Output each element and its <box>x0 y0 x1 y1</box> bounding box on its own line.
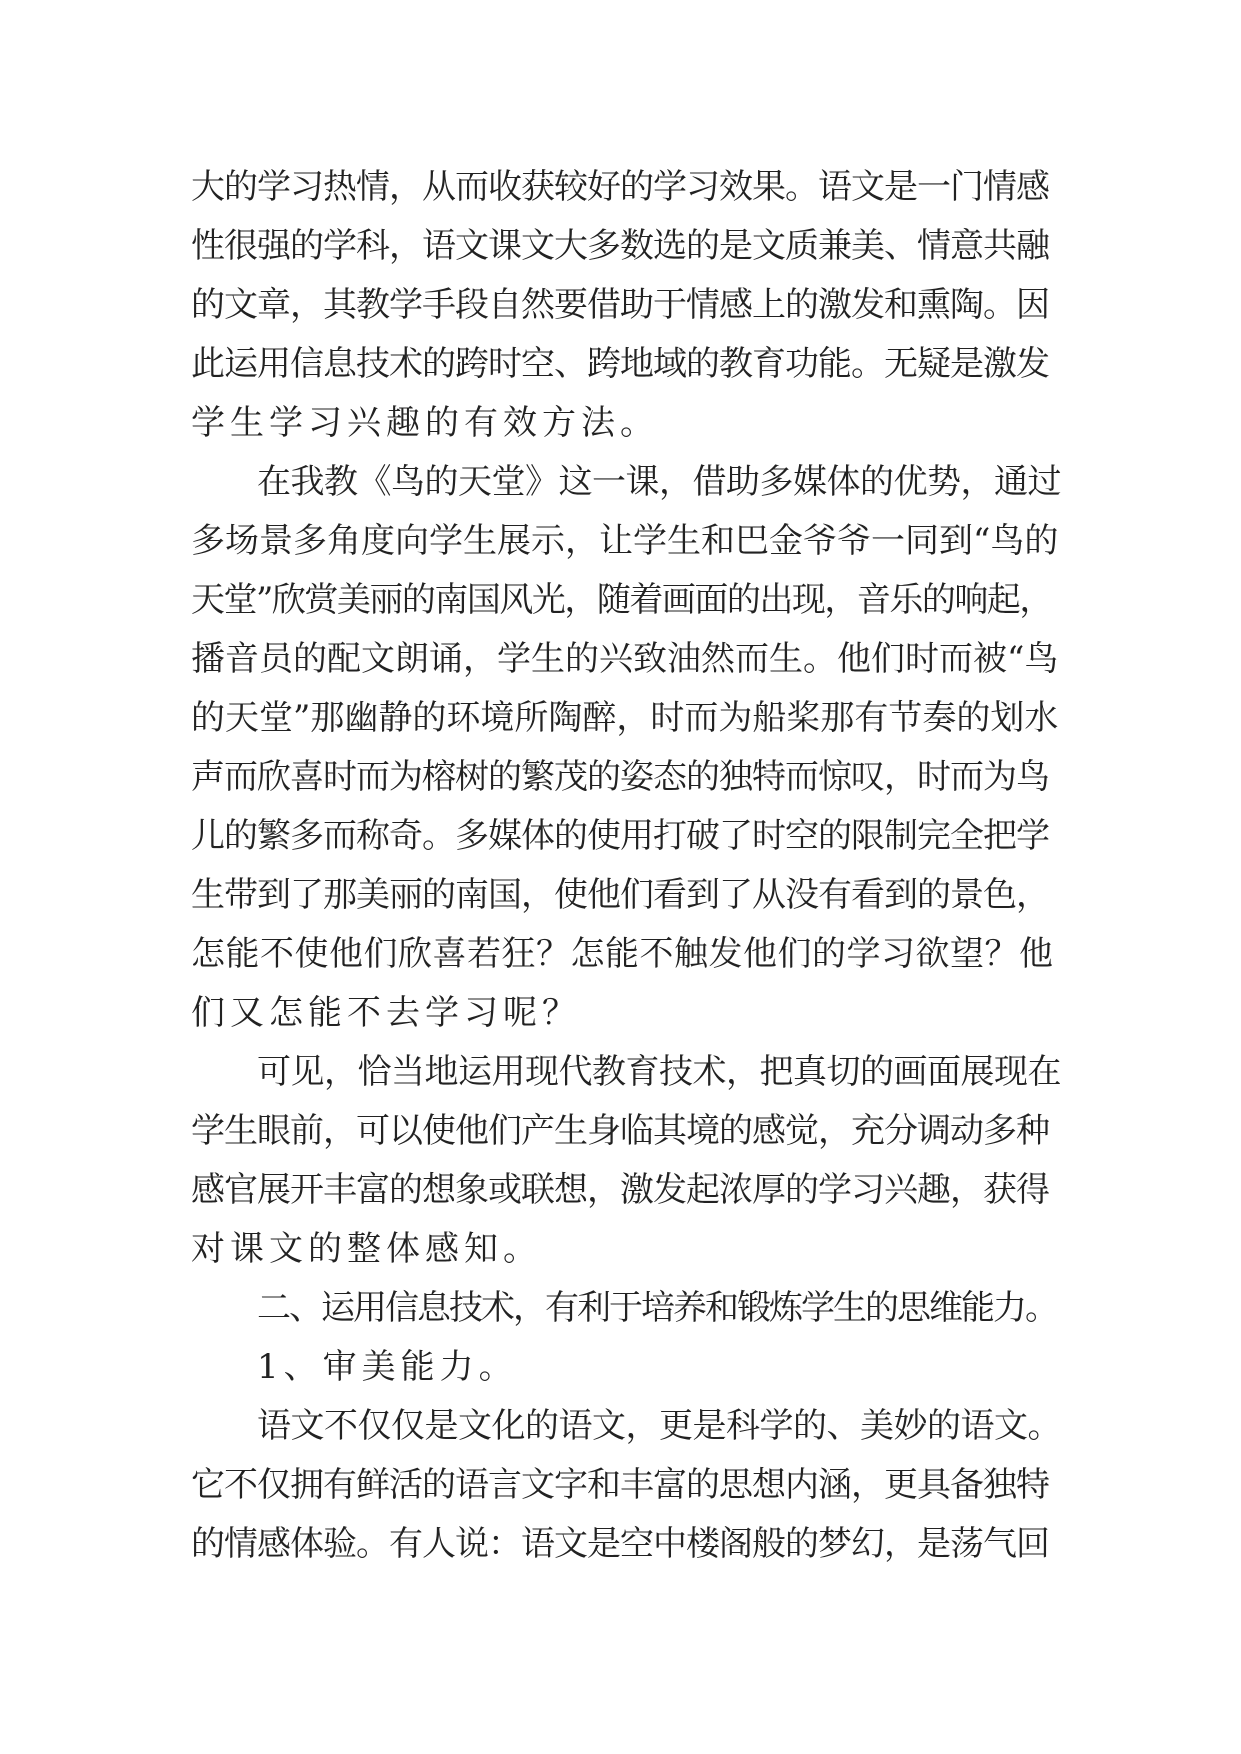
text-line: 的情感体验。有人说：语文是空中楼阁般的梦幻，是荡气回 <box>191 1524 1049 1564</box>
text-line: 怎能不使他们欣喜若狂？怎能不触发他们的学习欲望？他 <box>191 934 1054 974</box>
text-line: 声而欣喜时而为榕树的繁茂的姿态的独特而惊叹，时而为鸟 <box>191 757 1049 797</box>
paragraph-start-line: 语文不仅仅是文化的语文，更是科学的、美妙的语文。 <box>257 1406 1061 1446</box>
text-line: 多场景多角度向学生展示，让学生和巴金爷爷一同到“鸟的 <box>191 521 1059 561</box>
text-line: 天堂”欣赏美丽的南国风光，随着画面的出现，音乐的响起， <box>191 580 1052 620</box>
section-heading: 二、运用信息技术，有利于培养和锻炼学生的思维能力。 <box>257 1288 1057 1328</box>
text-line: 性很强的学科，语文课文大多数选的是文质兼美、情意共融 <box>191 226 1049 266</box>
text-line: 的天堂”那幽静的环境所陶醉，时而为船桨那有节奏的划水 <box>191 698 1059 738</box>
text-line: 感官展开丰富的想象或联想，激发起浓厚的学习兴趣，获得 <box>191 1170 1049 1210</box>
text-line: 学生学习兴趣的有效方法。 <box>191 403 659 443</box>
subsection-heading: 1、审美能力。 <box>257 1347 518 1387</box>
text-line: 对课文的整体感知。 <box>191 1229 542 1269</box>
paragraph-start-line: 在我教《鸟的天堂》这一课，借助多媒体的优势，通过 <box>257 462 1061 502</box>
body-text <box>191 158 1061 1574</box>
text-line: 生带到了那美丽的南国，使他们看到了从没有看到的景色， <box>191 875 1049 915</box>
paragraph-start-line: 可见，恰当地运用现代教育技术，把真切的画面展现在 <box>257 1052 1061 1092</box>
text-line: 学生眼前，可以使他们产生身临其境的感觉，充分调动多种 <box>191 1111 1049 1151</box>
text-line: 的文章，其教学手段自然要借助于情感上的激发和熏陶。因 <box>191 285 1049 325</box>
text-line: 播音员的配文朗诵，学生的兴致油然而生。他们时而被“鸟 <box>191 639 1059 679</box>
text-line: 儿的繁多而称奇。多媒体的使用打破了时空的限制完全把学 <box>191 816 1049 856</box>
text-line: 们又怎能不去学习呢？ <box>191 993 581 1033</box>
text-line: 此运用信息技术的跨时空、跨地域的教育功能。无疑是激发 <box>191 344 1049 384</box>
text-line: 它不仅拥有鲜活的语言文字和丰富的思想内涵，更具备独特 <box>191 1465 1049 1505</box>
text-line: 大的学习热情，从而收获较好的学习效果。语文是一门情感 <box>191 167 1049 207</box>
